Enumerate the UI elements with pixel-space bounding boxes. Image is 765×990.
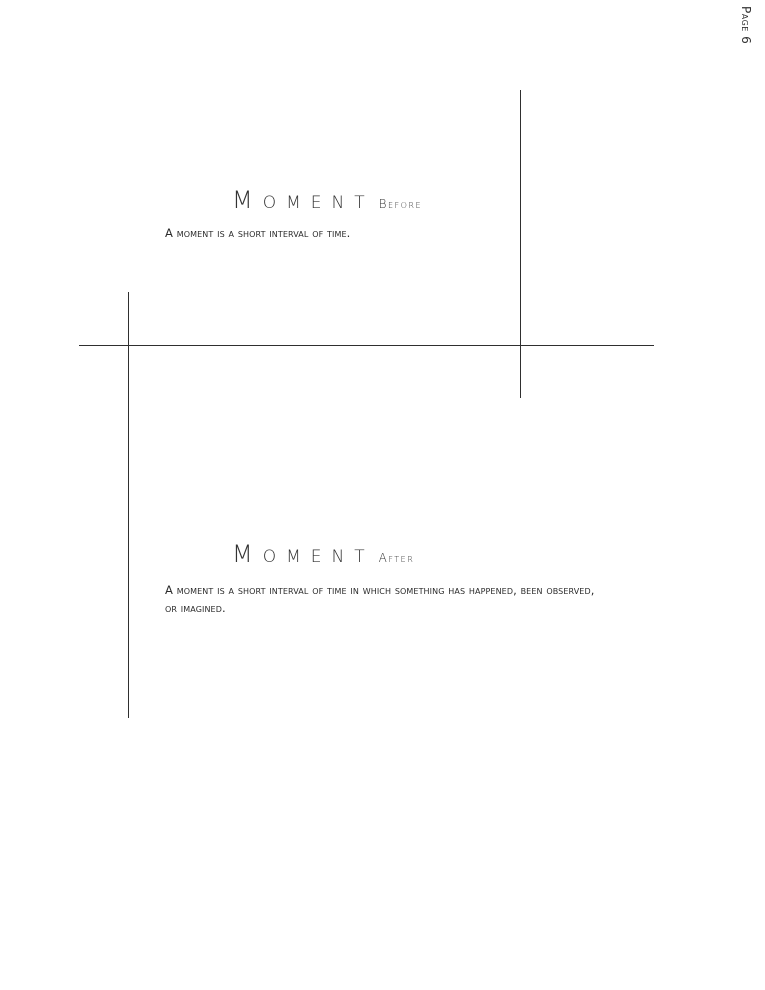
section-subtitle: Before (378, 197, 423, 211)
horizontal-rule (79, 345, 654, 346)
section-title: Moment (232, 186, 375, 214)
section-subtitle: After (378, 551, 415, 565)
page-number: Page 6 (739, 6, 753, 45)
section-heading-before (232, 186, 422, 214)
section-body-after: A moment is a short interval of time in which something has happened, been observed, or imagined. (165, 583, 595, 615)
vertical-rule-left (128, 292, 129, 718)
vertical-rule-right (520, 90, 521, 398)
section-heading-after (232, 540, 414, 568)
section-body-before: A moment is a short interval of time. (165, 226, 351, 240)
section-title: Moment (232, 540, 375, 568)
